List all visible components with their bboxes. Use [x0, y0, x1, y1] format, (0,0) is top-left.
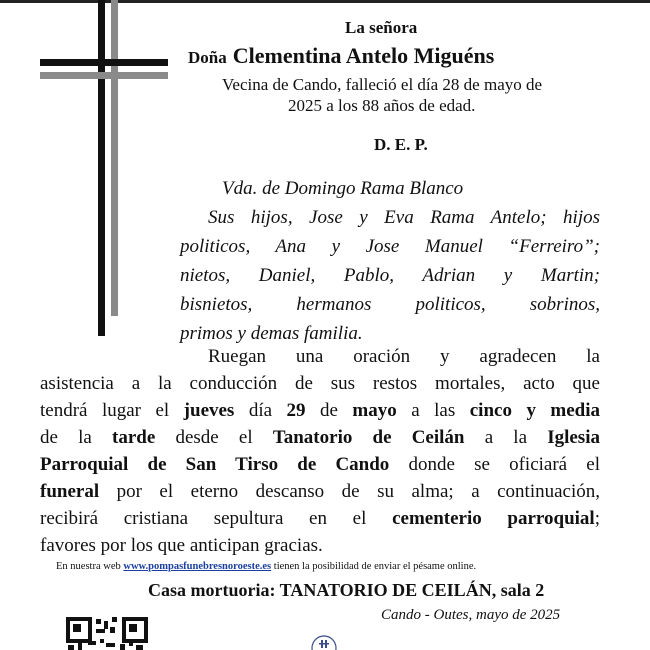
family-line: bisnietos, hermanos politicos, sobrinos, [180, 294, 600, 315]
casa-mortuoria: Casa mortuoria: TANATORIO DE CEILÁN, sala 2 [148, 580, 545, 600]
body-line: Ruegan una oración y agradecen la [208, 346, 600, 367]
death-info-line-1: Vecina de Cando, falleció el día 28 de mayo de [222, 75, 543, 94]
body-line: de la tarde desde el Tanatorio de Ceilán a la Iglesia [40, 427, 600, 448]
dep-text: D. E. P. [374, 135, 428, 154]
name-prefix: Doña [188, 48, 227, 67]
death-info-line-2: 2025 a los 88 años de edad. [288, 96, 476, 115]
family-line: nietos, Daniel, Pablo, Adrian y Martin; [180, 265, 600, 286]
family-block [180, 174, 600, 348]
body-line: funeral por el eterno descanso de su alma; a continuación, [40, 481, 601, 502]
web-note: En nuestra web www.pompasfunebresnoroeste.es tienen la posibilidad de enviar el pésame online. [56, 561, 477, 572]
body-line: tendrá lugar el jueves día 29 de mayo a las cinco y media [40, 400, 601, 421]
cross-vertical-gray [111, 0, 118, 316]
cross-vertical-black [98, 0, 105, 336]
family-line: primos y demas familia. [180, 323, 363, 344]
cross-horizontal-gray [40, 72, 168, 79]
title: La señora [345, 18, 418, 37]
funeral-home-logo [310, 634, 338, 650]
place-date-signature: Cando - Outes, mayo de 2025 [381, 607, 561, 623]
web-link[interactable]: www.pompasfunebresnoroeste.es [123, 561, 272, 572]
body-line: asistencia a la conducción de sus restos mortales, acto que [40, 373, 600, 394]
name-text: Clementina Antelo Miguéns [232, 43, 495, 68]
announcement-body [40, 343, 600, 559]
family-line: Vda. de Domingo Rama Blanco [222, 178, 464, 199]
qr-code-icon[interactable] [66, 617, 148, 650]
cross-horizontal-black [40, 59, 168, 66]
body-line: Parroquial de San Tirso de Cando donde se oficiará el [40, 454, 601, 475]
family-line: politicos, Ana y Jose Manuel “Ferreiro”; [180, 236, 600, 257]
deceased-name [188, 43, 494, 69]
body-line: recibirá cristiana sepultura en el cementerio parroquial; [40, 508, 600, 529]
body-line: favores por los que anticipan gracias. [40, 535, 323, 556]
family-line: Sus hijos, Jose y Eva Rama Antelo; hijos [208, 207, 600, 228]
